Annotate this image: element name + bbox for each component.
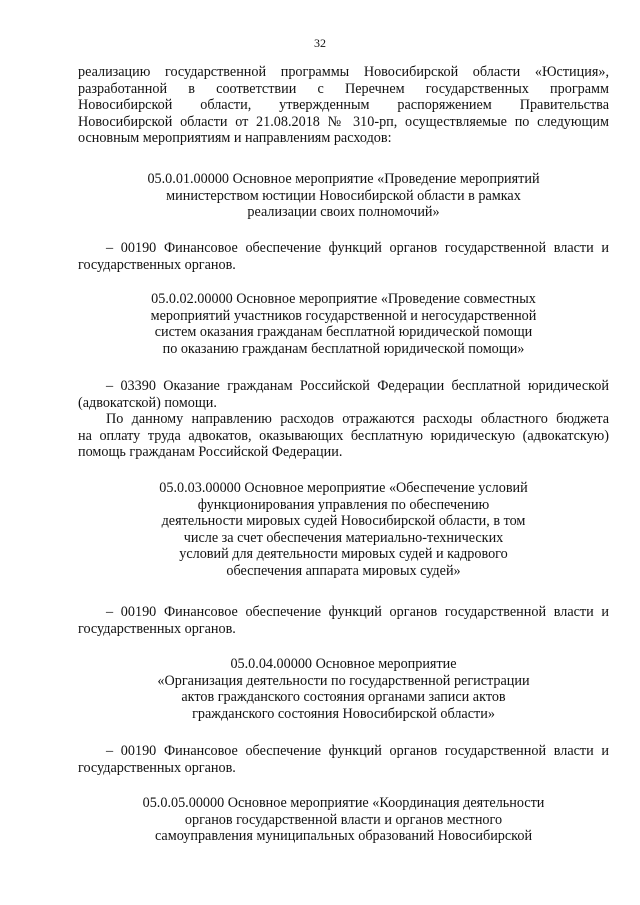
intro-paragraph: [78, 64, 609, 147]
section-paragraph-05-0-04: [78, 743, 609, 776]
heading-line: органов государственной власти и органов местного: [184, 811, 503, 828]
heading-line: числе за счет обеспечения материально-технических: [183, 529, 504, 546]
text-line: Новосибирской области от 21.08.2018 № 310-рп, осуществляемые по следующим: [78, 113, 609, 130]
heading-line: актов гражданского состояния органами записи актов: [181, 689, 506, 705]
text-line: государственных органов.: [78, 759, 236, 776]
text-line: (адвокатской) помощи.: [78, 394, 217, 411]
heading-line: систем оказания гражданам бесплатной юридической помощи: [154, 324, 533, 340]
heading-line: министерством юстиции Новосибирской области в рамках: [166, 187, 521, 204]
section-heading-05-0-01: [78, 171, 609, 221]
text-line: государственных органов.: [78, 256, 236, 273]
text-line: основным мероприятиям и направлениям расходов:: [78, 130, 392, 146]
section-heading-05-0-04: [78, 656, 609, 722]
heading-line: гражданского состояния Новосибирской области»: [192, 705, 495, 722]
heading-line: мероприятий участников государственной и негосударственной: [150, 307, 537, 324]
section-paragraph-05-0-01: [78, 240, 609, 273]
section-heading-05-0-02: [78, 291, 609, 357]
heading-line: функционирования управления по обеспечению: [197, 496, 490, 513]
section-heading-05-0-03: [78, 480, 609, 579]
section-heading-05-0-05: [78, 795, 609, 845]
page-number: 32: [314, 36, 326, 50]
text-line: реализацию государственной программы Новосибирской области «Юстиция»,: [78, 64, 609, 80]
text-line: – 00190 Финансовое обеспечение функций органов государственной власти и: [106, 240, 609, 256]
heading-line: 05.0.03.00000 Основное мероприятие «Обеспечение условий: [159, 480, 528, 496]
heading-line: деятельности мировых судей Новосибирской области, в том: [161, 513, 526, 529]
heading-line: самоуправления муниципальных образований Новосибирской: [154, 828, 533, 844]
text-line: – 03390 Оказание гражданам Российской Федерации бесплатной юридической: [106, 378, 609, 394]
heading-line: реализации своих полномочий»: [247, 204, 440, 220]
text-line: на оплату труда адвокатов, оказывающих бесплатную юридическую (адвокатскую): [78, 427, 609, 444]
heading-line: 05.0.02.00000 Основное мероприятие «Проведение совместных: [151, 291, 536, 307]
heading-line: по оказанию гражданам бесплатной юридической помощи»: [162, 340, 525, 357]
text-line: – 00190 Финансовое обеспечение функций органов государственной власти и: [106, 604, 609, 620]
text-line: государственных органов.: [78, 620, 236, 637]
heading-line: «Организация деятельности по государственной регистрации: [157, 672, 530, 689]
heading-line: 05.0.05.00000 Основное мероприятие «Координация деятельности: [142, 795, 545, 811]
heading-line: 05.0.04.00000 Основное мероприятие: [230, 656, 457, 672]
text-line: – 00190 Финансовое обеспечение функций органов государственной власти и: [106, 743, 609, 759]
section-paragraph-05-0-03: [78, 604, 609, 637]
text-line: помощь гражданам Российской Федерации.: [78, 444, 343, 460]
heading-line: обеспечения аппарата мировых судей»: [226, 562, 461, 579]
text-line: разработанной в соответствии с Перечнем государственных программ: [78, 80, 609, 97]
section-paragraph-05-0-02: [78, 378, 609, 461]
heading-line: условий для деятельности мировых судей и кадрового: [179, 546, 508, 562]
text-line: Новосибирской области, утвержденным распоряжением Правительства: [78, 97, 609, 113]
heading-line: 05.0.01.00000 Основное мероприятие «Проведение мероприятий: [147, 171, 540, 187]
text-line: По данному направлению расходов отражаются расходы областного бюджета: [106, 411, 609, 427]
